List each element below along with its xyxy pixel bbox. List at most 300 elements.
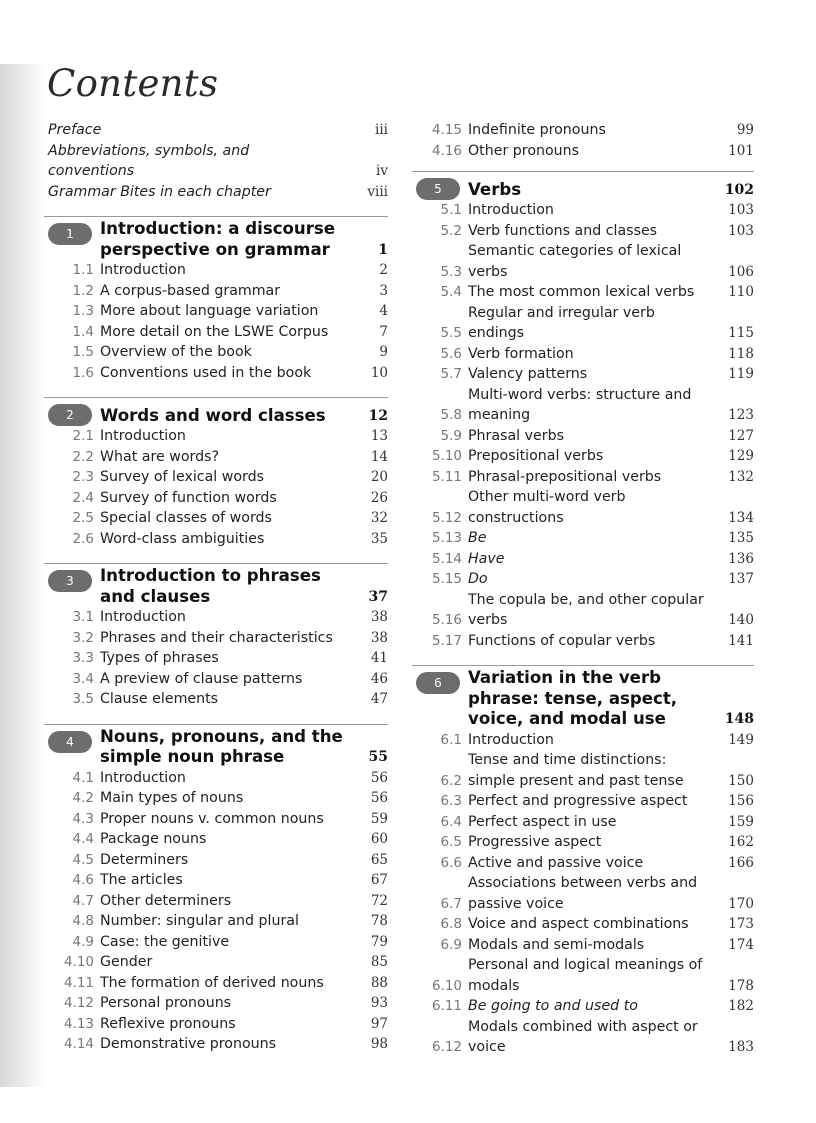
toc-page-number: 119	[728, 366, 754, 382]
toc-page-number: 98	[370, 1036, 388, 1052]
toc-section-item[interactable]	[44, 993, 388, 1014]
toc-section-item[interactable]	[44, 301, 388, 322]
chapter-badge-wrap	[412, 174, 468, 200]
toc-entry-title	[468, 590, 712, 631]
toc-section-number: 2.2	[72, 448, 94, 465]
toc-page-number: 106	[728, 263, 754, 280]
toc-entry-line: Progressive aspect	[468, 834, 602, 850]
toc-section-item[interactable]	[412, 426, 754, 447]
chapter-title-line: perspective on grammar	[100, 239, 330, 259]
toc-section-number: 5.10	[431, 448, 462, 464]
toc-page-number: 72	[370, 892, 388, 909]
toc-entry-line: Be	[468, 530, 487, 546]
chapter-title-line: and clauses	[100, 586, 211, 606]
toc-entry-title	[468, 873, 712, 914]
toc-page-number: 26	[370, 489, 388, 506]
toc-section-item[interactable]	[44, 973, 388, 994]
toc-page-number: 67	[370, 872, 388, 888]
toc-section-number: 5.14	[431, 550, 462, 567]
toc-entry-title	[100, 628, 346, 649]
toc-entry-title	[468, 467, 712, 488]
toc-section-item[interactable]	[44, 768, 388, 789]
toc-page-number: 162	[728, 834, 754, 850]
toc-section-item[interactable]	[44, 426, 388, 447]
toc-entry-line: Survey of lexical words	[100, 469, 265, 485]
toc-section-number: 5.7	[440, 366, 462, 382]
toc-entry-title	[100, 508, 346, 529]
toc-page-number: 141	[728, 632, 754, 649]
toc-section-number: 6.11	[431, 998, 462, 1014]
toc-entry-title	[468, 200, 712, 221]
toc-section-number: 6.5	[440, 834, 462, 850]
toc-entry-title	[468, 812, 712, 833]
toc-section-item[interactable]	[412, 141, 754, 162]
toc-entry-title	[100, 850, 346, 871]
toc-page-number: 85	[370, 954, 388, 970]
toc-entry-title	[468, 730, 712, 751]
toc-entry-title	[468, 914, 712, 935]
toc-entry-line: Semantic categories of lexical	[468, 243, 682, 259]
toc-section-item[interactable]	[44, 648, 388, 669]
toc-entry-title	[100, 1014, 346, 1035]
toc-page-number: iii	[375, 122, 388, 138]
toc-entry-title	[468, 955, 712, 996]
toc-entry-title	[100, 993, 346, 1014]
toc-section-item[interactable]	[44, 322, 388, 343]
toc-page-number: 103	[728, 222, 754, 239]
chapter-badge-wrap	[44, 400, 100, 426]
toc-section-number: 1.6	[72, 364, 94, 381]
toc-entry-title	[100, 467, 346, 488]
page-gutter-shadow	[0, 64, 44, 1087]
toc-section-item[interactable]	[44, 260, 388, 281]
toc-section-item[interactable]	[412, 241, 754, 282]
toc-section-item[interactable]	[44, 508, 388, 529]
toc-entry-line: Personal and logical meanings of	[468, 957, 703, 973]
toc-section-number: 4.6	[72, 872, 94, 888]
toc-section-number: 5.3	[440, 263, 462, 280]
toc-page-number: 59	[370, 810, 388, 827]
toc-entry-line: A preview of clause patterns	[100, 670, 303, 687]
toc-section-number: 5.2	[440, 222, 462, 239]
toc-page-number: 13	[370, 428, 388, 444]
toc-section-number: 5.5	[440, 325, 462, 341]
toc-entry-title	[100, 689, 346, 710]
toc-page-number: 60	[370, 831, 388, 847]
toc-section-number: 4.16	[431, 142, 462, 159]
toc-entry-title	[100, 301, 346, 322]
toc-section-number: 5.16	[431, 612, 462, 628]
toc-entry-line: Introduction	[468, 202, 554, 218]
toc-entry-line: Verb formation	[468, 345, 574, 362]
toc-section-number: 5.1	[440, 202, 462, 218]
toc-section-item[interactable]	[412, 200, 754, 221]
toc-entry-line: Determiners	[100, 851, 189, 868]
toc-section-item[interactable]	[412, 344, 754, 365]
toc-section-item[interactable]	[412, 385, 754, 426]
toc-front-matter-item[interactable]	[44, 120, 388, 141]
toc-page-number: 134	[728, 509, 754, 526]
toc-section-item[interactable]	[412, 364, 754, 385]
toc-page-number: 140	[728, 612, 754, 628]
toc-entry-title	[100, 911, 346, 932]
toc-entry-line: Phrasal-prepositional verbs	[468, 468, 662, 485]
toc-section-number: 6.3	[440, 793, 462, 809]
toc-front-matter-item[interactable]	[44, 182, 388, 203]
toc-entry-line: The articles	[100, 872, 183, 888]
toc-section-number: 3.1	[72, 609, 94, 625]
toc-page-number: 20	[370, 469, 388, 485]
toc-section-item[interactable]	[44, 467, 388, 488]
toc-section-item[interactable]	[44, 932, 388, 953]
toc-entry-line: Introduction	[100, 428, 186, 444]
toc-entry-title	[468, 487, 712, 528]
toc-page-number: 65	[370, 851, 388, 868]
toc-entry-line: Case: the genitive	[100, 933, 230, 950]
toc-entry-title	[100, 281, 346, 302]
toc-section-item[interactable]	[412, 791, 754, 812]
toc-page-number: 47	[370, 691, 388, 707]
toc-section-item[interactable]	[412, 467, 754, 488]
toc-entry-line: Phrasal verbs	[468, 427, 564, 444]
chapter-number-badge: 2	[48, 404, 92, 426]
chapter-title	[468, 668, 712, 730]
toc-section-number: 5.9	[440, 427, 462, 444]
toc-section-number: 4.9	[72, 933, 94, 950]
toc-entry-title: Grammar Bites in each chapter	[48, 183, 271, 200]
toc-section-item[interactable]	[44, 891, 388, 912]
toc-section-item[interactable]	[412, 955, 754, 996]
toc-section-item[interactable]	[412, 590, 754, 631]
toc-page-number: 149	[728, 731, 754, 748]
toc-section-number: 5.12	[431, 509, 462, 526]
toc-entry-line: Functions of copular verbs	[468, 632, 656, 649]
chapter-number-badge: 1	[48, 223, 92, 245]
toc-page-number: 135	[728, 530, 754, 546]
toc-entry-title	[468, 569, 712, 590]
toc-entry-title	[100, 488, 346, 509]
toc-entry-title	[100, 363, 346, 384]
toc-page-number: 118	[728, 345, 754, 362]
toc-section-item[interactable]	[44, 952, 388, 973]
toc-entry-title	[468, 935, 712, 956]
toc-entry-title	[100, 342, 346, 363]
toc-section-number: 2.5	[72, 510, 94, 526]
toc-section-item[interactable]	[44, 911, 388, 932]
toc-entry-line: simple present and past tense	[468, 772, 684, 789]
chapter-title-line: Introduction: a discourse	[100, 219, 336, 238]
chapter-title	[100, 566, 346, 607]
toc-section-item[interactable]	[44, 529, 388, 550]
toc-page-number: 14	[370, 448, 388, 465]
toc-entry-line: Survey of function words	[100, 489, 277, 506]
toc-entry-title	[468, 364, 712, 385]
toc-entry-title	[100, 260, 346, 281]
toc-entry-line: Regular and irregular verb	[468, 304, 655, 321]
toc-section-number: 5.15	[431, 571, 462, 587]
toc-entry-title	[100, 1034, 346, 1055]
toc-section-item[interactable]	[44, 669, 388, 690]
toc-section-number: 4.4	[72, 831, 94, 847]
toc-section-item[interactable]	[44, 1014, 388, 1035]
toc-section-item[interactable]	[44, 447, 388, 468]
toc-section-item[interactable]	[412, 487, 754, 528]
toc-page-number: 4	[379, 303, 388, 319]
toc-entry-title	[100, 322, 346, 343]
toc-section-number: 1.2	[72, 282, 94, 299]
toc-section-item[interactable]	[412, 446, 754, 467]
toc-entry-line: Modals combined with aspect or	[468, 1018, 698, 1035]
toc-section-item[interactable]	[412, 303, 754, 344]
toc-entry-title	[468, 832, 712, 853]
toc-page-number: 127	[728, 427, 754, 444]
toc-section-number: 4.5	[72, 851, 94, 868]
toc-entry-title	[100, 669, 346, 690]
toc-entry-title: Abbreviations, symbols, and	[48, 142, 250, 159]
toc-page-number: 38	[370, 609, 388, 625]
toc-entry-line: Introduction	[100, 609, 186, 625]
toc-section-item[interactable]	[44, 607, 388, 628]
toc-section-item[interactable]	[44, 1034, 388, 1055]
toc-chapter-heading[interactable]	[44, 216, 388, 260]
toc-chapter-heading[interactable]	[412, 665, 754, 730]
toc-section-number: 6.2	[440, 772, 462, 789]
toc-page-number: 132	[728, 468, 754, 485]
toc-page-number: 56	[370, 769, 388, 786]
toc-section-number: 1.1	[72, 262, 94, 278]
toc-entry-line: The formation of derived nouns	[100, 974, 324, 991]
toc-section-number: 4.7	[72, 892, 94, 909]
toc-entry-line: verbs	[468, 263, 508, 280]
chapter-title-line: Variation in the verb	[468, 668, 661, 687]
toc-entry-title	[468, 996, 712, 1017]
toc-entry-title	[468, 853, 712, 874]
toc-entry-line: A corpus-based grammar	[100, 282, 281, 299]
toc-section-item[interactable]	[412, 812, 754, 833]
toc-entry-line: Prepositional verbs	[468, 448, 604, 464]
chapter-title	[100, 727, 346, 768]
toc-entry-line: Associations between verbs and	[468, 875, 698, 891]
toc-section-item[interactable]	[412, 873, 754, 914]
toc-entry-line: constructions	[468, 509, 564, 526]
toc-entry-line: More detail on the LSWE Corpus	[100, 323, 329, 340]
toc-section-item[interactable]	[412, 631, 754, 652]
toc-section-number: 4.11	[63, 974, 94, 991]
toc-section-number: 4.14	[63, 1036, 94, 1052]
toc-section-number: 1.5	[72, 344, 94, 360]
toc-section-item[interactable]	[44, 628, 388, 649]
toc-entry-title	[100, 932, 346, 953]
toc-page-number: 103	[728, 202, 754, 218]
chapter-title-line: voice, and modal use	[468, 709, 666, 728]
toc-page-number: 38	[370, 629, 388, 646]
toc-entry-line: Proper nouns v. common nouns	[100, 810, 324, 827]
toc-page-number: 93	[370, 995, 388, 1011]
toc-section-item[interactable]	[412, 832, 754, 853]
toc-section-item[interactable]	[44, 689, 388, 710]
toc-section-item[interactable]	[44, 829, 388, 850]
toc-entry-title	[100, 973, 346, 994]
toc-entry-title	[468, 426, 712, 447]
toc-entry-line: Be going to and used to	[468, 998, 638, 1014]
toc-entry-line: Main types of nouns	[100, 790, 244, 806]
toc-section-item[interactable]	[412, 730, 754, 751]
toc-front-matter-item[interactable]	[44, 141, 388, 162]
chapter-title-line: Nouns, pronouns, and the	[100, 726, 343, 746]
toc-section-number: 1.3	[72, 303, 94, 319]
toc-entry-title	[100, 809, 346, 830]
toc-section-number: 2.4	[72, 489, 94, 506]
chapter-title-line: simple noun phrase	[100, 747, 285, 766]
toc-entry-line: Reflexive pronouns	[100, 1015, 236, 1032]
toc-section-item[interactable]	[412, 549, 754, 570]
toc-section-item[interactable]	[44, 788, 388, 809]
toc-front-matter-item[interactable]	[44, 161, 388, 182]
toc-entry-line: More about language variation	[100, 303, 319, 319]
toc-entry-line: verbs	[468, 612, 508, 628]
toc-page-number: 35	[370, 530, 388, 547]
toc-entry-line: voice	[468, 1039, 506, 1055]
toc-entry-title	[468, 631, 712, 652]
toc-section-item[interactable]	[412, 528, 754, 549]
toc-section-number: 5.8	[440, 407, 462, 423]
toc-page-number: 137	[728, 571, 754, 587]
toc-page-number: 79	[370, 933, 388, 950]
toc-section-number: 5.4	[440, 284, 462, 300]
toc-section-item[interactable]	[44, 363, 388, 384]
toc-entry-title	[468, 549, 712, 570]
toc-chapter-heading[interactable]	[44, 397, 388, 426]
chapter-title	[468, 180, 712, 201]
toc-section-item[interactable]	[412, 914, 754, 935]
toc-section-item[interactable]	[412, 282, 754, 303]
chapter-title-line: Words and word classes	[100, 405, 326, 425]
toc-entry-line: Active and passive voice	[468, 854, 644, 871]
toc-page-number: iv	[376, 163, 388, 179]
toc-section-item[interactable]	[412, 996, 754, 1017]
toc-section-item[interactable]	[412, 750, 754, 791]
toc-entry-line: Gender	[100, 954, 153, 970]
toc-entry-line: What are words?	[100, 448, 220, 465]
toc-entry-title	[100, 891, 346, 912]
toc-page-number: 174	[728, 936, 754, 953]
toc-section-number: 6.1	[440, 731, 462, 748]
toc-chapter-heading[interactable]	[412, 171, 754, 200]
toc-chapter-heading[interactable]	[44, 563, 388, 607]
chapter-title-line: Introduction to phrases	[100, 566, 321, 585]
chapter-page-number: 55	[368, 749, 388, 765]
toc-entry-title	[468, 791, 712, 812]
toc-section-number: 6.10	[431, 977, 462, 994]
toc-section-item[interactable]	[412, 935, 754, 956]
toc-section-number: 4.1	[72, 769, 94, 786]
toc-entry-line: passive voice	[468, 895, 564, 912]
chapter-number-badge: 4	[48, 731, 92, 753]
toc-section-number: 3.3	[72, 650, 94, 666]
chapter-title-line: phrase: tense, aspect,	[468, 688, 678, 708]
toc-entry-line: Special classes of words	[100, 510, 272, 526]
toc-page-number: 170	[728, 895, 754, 912]
toc-entry-line: endings	[468, 325, 525, 341]
toc-section-item[interactable]	[412, 221, 754, 242]
toc-entry-line: meaning	[468, 407, 531, 423]
toc-entry-title	[468, 221, 712, 242]
toc-section-number: 3.2	[72, 629, 94, 646]
toc-section-item[interactable]	[44, 342, 388, 363]
toc-page-number: 183	[728, 1039, 754, 1055]
toc-page-number: 78	[370, 913, 388, 929]
toc-page-number: 7	[379, 323, 388, 340]
toc-entry-line: Word-class ambiguities	[100, 530, 265, 547]
toc-right-column	[412, 120, 754, 1058]
toc-section-number: 2.1	[72, 428, 94, 444]
toc-entry-line: modals	[468, 977, 520, 994]
toc-entry-line: Introduction	[100, 769, 186, 786]
toc-entry-title	[100, 768, 346, 789]
toc-page-number: 9	[379, 344, 388, 360]
toc-section-item[interactable]	[412, 569, 754, 590]
toc-section-item[interactable]	[412, 1017, 754, 1058]
toc-section-number: 5.13	[431, 530, 462, 546]
toc-entry-title	[100, 447, 346, 468]
toc-page-number: 115	[728, 325, 754, 341]
toc-entry-title	[468, 446, 712, 467]
toc-page-number: 159	[728, 813, 754, 830]
toc-entry-line: Have	[468, 550, 505, 567]
toc-entry-line: Conventions used in the book	[100, 364, 312, 381]
toc-entry-line: Package nouns	[100, 831, 207, 847]
chapter-badge-wrap	[412, 668, 468, 694]
toc-entry-line: Other multi-word verb	[468, 489, 626, 505]
chapter-badge-wrap	[44, 219, 100, 245]
toc-section-number: 6.8	[440, 916, 462, 932]
toc-page-number: 46	[370, 670, 388, 687]
toc-entry-title	[100, 529, 346, 550]
toc-section-number: 6.6	[440, 854, 462, 871]
toc-entry-title: Preface	[48, 122, 102, 138]
toc-entry-title: conventions	[48, 163, 135, 179]
toc-section-item[interactable]	[44, 809, 388, 830]
toc-entry-title	[468, 120, 712, 141]
toc-section-number: 4.3	[72, 810, 94, 827]
toc-entry-title	[100, 829, 346, 850]
toc-page-number: 182	[728, 998, 754, 1014]
toc-section-number: 1.4	[72, 323, 94, 340]
chapter-page-number: 1	[378, 241, 388, 258]
toc-section-item[interactable]	[44, 850, 388, 871]
toc-section-number: 5.6	[440, 345, 462, 362]
toc-entry-line: Verb functions and classes	[468, 222, 658, 239]
toc-section-item[interactable]	[412, 120, 754, 141]
chapter-badge-wrap	[44, 727, 100, 753]
toc-page-number: 110	[728, 284, 754, 300]
toc-chapter-heading[interactable]	[44, 724, 388, 768]
toc-section-number: 6.12	[431, 1039, 462, 1055]
toc-section-number: 2.6	[72, 530, 94, 547]
toc-section-number: 5.11	[431, 468, 462, 485]
toc-entry-line: Tense and time distinctions:	[468, 752, 667, 768]
chapter-number-badge: 3	[48, 570, 92, 592]
toc-entry-line: Other pronouns	[468, 142, 580, 159]
toc-section-item[interactable]	[44, 870, 388, 891]
toc-section-number: 4.15	[431, 122, 462, 138]
toc-section-item[interactable]	[44, 488, 388, 509]
chapter-page-number: 102	[724, 181, 754, 198]
toc-entry-line: Modals and semi-modals	[468, 936, 645, 953]
chapter-page-number: 148	[724, 711, 754, 727]
toc-section-item[interactable]	[412, 853, 754, 874]
toc-section-item[interactable]	[44, 281, 388, 302]
